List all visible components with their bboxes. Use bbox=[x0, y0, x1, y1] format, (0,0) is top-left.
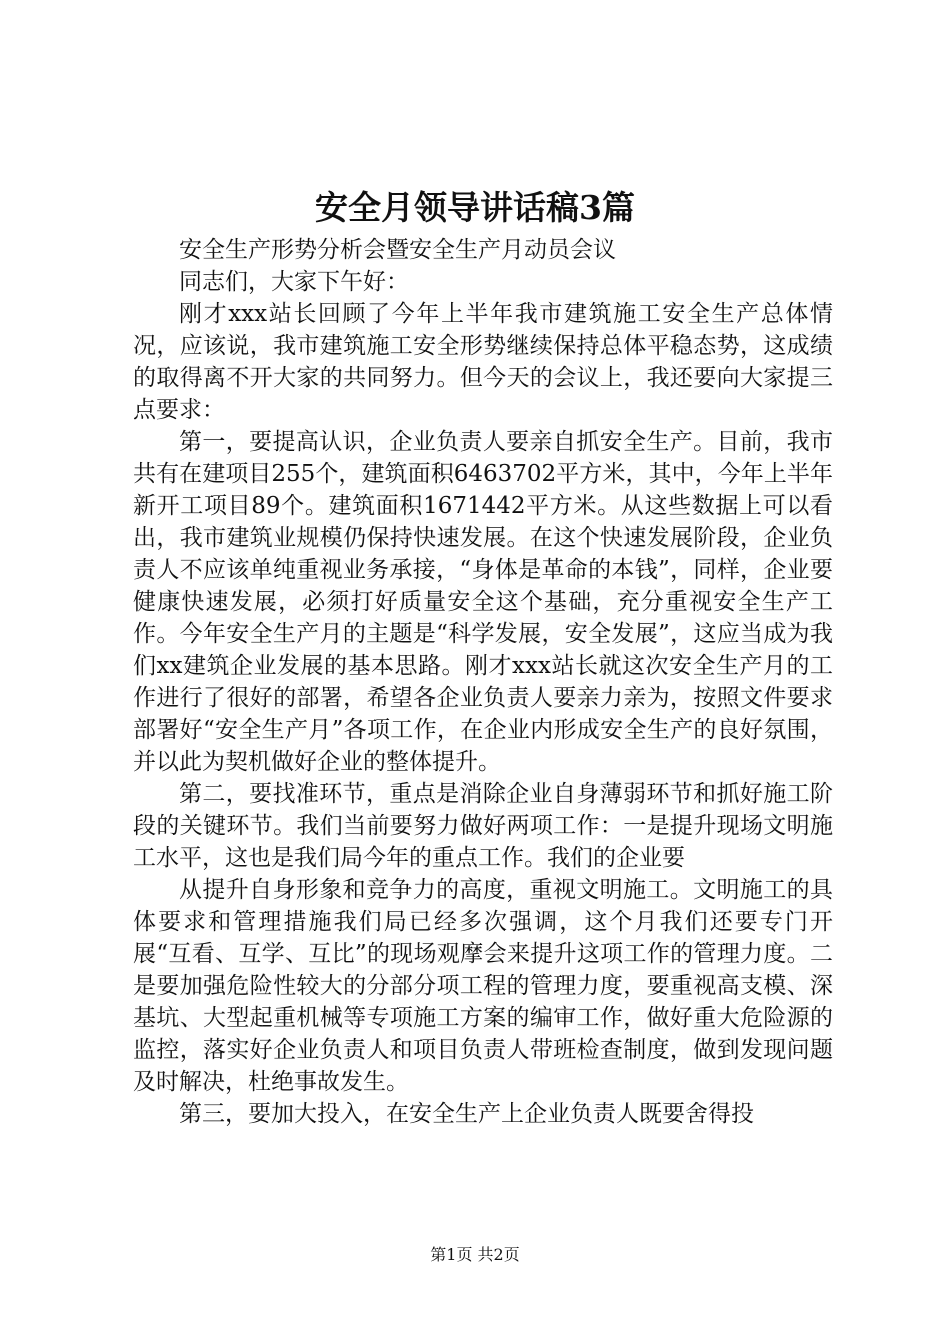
page-footer: 第1页 共2页 bbox=[430, 1245, 520, 1264]
paragraph-meeting-name: 安全生产形势分析会暨安全生产月动员会议 bbox=[179, 237, 616, 263]
paragraph-point-two: 第二，要找准环节，重点是消除企业自身薄弱环节和抓好施工阶段的关键环节。我们当前要努力做好两项工作：一是提升现场文明施工水平，这也是我们局今年的重点工作。我们的企业要 bbox=[133, 781, 833, 871]
paragraph-intro: 刚才xxx站长回顾了今年上半年我市建筑施工安全生产总体情况，应该说，我市建筑施工安全形势继续保持总体平稳态势，这成绩的取得离不开大家的共同努力。但今天的会议上，我还要向大家提三点要求： bbox=[133, 301, 833, 423]
paragraph-point-two-continued: 从提升自身形象和竞争力的高度，重视文明施工。文明施工的具体要求和管理措施我们局已经多次强调，这个月我们还要专门开展“互看、互学、互比”的现场观摩会来提升这项工作的管理力度。二是要加强危险性较大的分部分项工程的管理力度，要重视高支模、深基坑、大型起重机械等专项施工方案的编审工作，做好重大危险源的监控，落实好企业负责人和项目负责人带班检查制度，做到发现问题及时解决，杜绝事故发生。 bbox=[133, 877, 833, 1095]
paragraph-point-one: 第一，要提高认识，企业负责人要亲自抓安全生产。目前，我市共有在建项目255个，建筑面积6463702平方米，其中，今年上半年新开工项目89个。建筑面积1671442平方米。从这些数据上可以看出，我市建筑业规模仍保持快速发展。在这个快速发展阶段，企业负责人不应该单纯重视业务承接，“身体是革命的本钱”，同样，企业要健康快速发展，必须打好质量安全这个基础，充分重视安全生产工作。今年安全生产月的主题是“科学发展，安全发展”，这应当成为我们xx建筑企业发展的基本思路。刚才xxx站长就这次安全生产月的工作进行了很好的部署，希望各企业负责人要亲力亲为，按照文件要求部署好“安全生产月”各项工作，在企业内形成安全生产的良好氛围，并以此为契机做好企业的整体提升。 bbox=[133, 429, 833, 775]
paragraph-greeting: 同志们，大家下午好： bbox=[179, 269, 409, 295]
paragraph-point-three: 第三，要加大投入，在安全生产上企业负责人既要舍得投 bbox=[179, 1101, 754, 1127]
document-title: 安全月领导讲话稿3篇 bbox=[315, 188, 635, 227]
document-body bbox=[133, 234, 833, 1130]
